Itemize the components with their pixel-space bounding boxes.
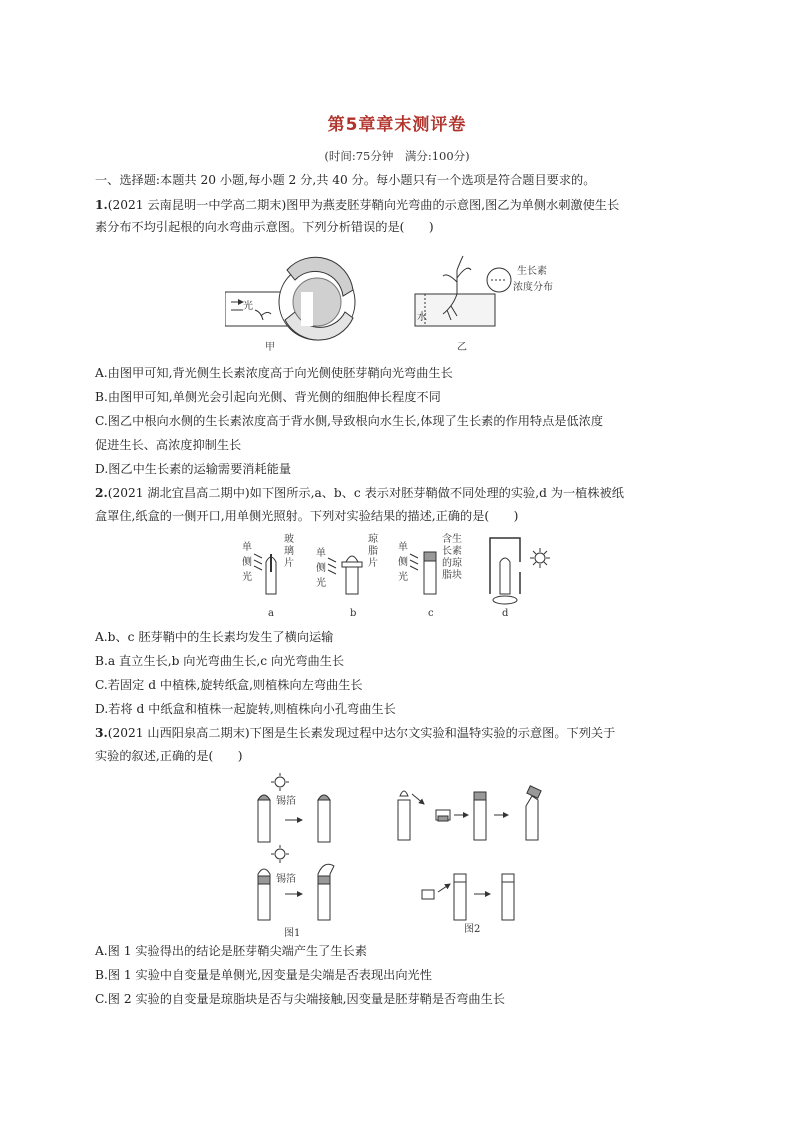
q1-figure [225,250,555,359]
fig2-row1 [398,786,541,840]
light-label: 光 [243,301,253,312]
q3-figure [240,770,560,944]
a-light-char-1: 单 [242,542,252,553]
exam-time-score: (时间:75分钟 满分:100分) [324,149,470,163]
fig1-row2 [258,845,334,920]
experiment-a [242,532,294,619]
q1-stem-line2: 素分布不均引起根的向水弯曲示意图。下列分析错误的是( ) [95,220,434,234]
experiment-d [490,538,550,619]
q3-figure-svg [240,770,560,940]
q2-figure-svg [240,532,560,624]
b-light-char-1: 单 [316,548,326,559]
section-instruction: 一、选择题:本题共 20 小题,每小题 2 分,共 40 分。每小题只有一个选项是符合题目要求的。 [95,173,596,187]
a-light-char-3: 光 [242,572,252,583]
q2-figure [240,532,560,628]
q2-stem-line1 [95,484,705,502]
fig2-label: 图2 [464,924,481,935]
q3-stem-line1 [95,724,705,742]
q1-stem-text: (2021 云南昆明一中学高二期末)图甲为燕麦胚芽鞘向光弯曲的示意图,图乙为单侧水刺激使生长 [107,198,620,212]
q1-option-b: B.由图甲可知,单侧光会引起向光侧、背光侧的细胞伸长程度不同 [95,390,441,404]
agar-block-char-1: 含生 [442,534,462,545]
q3-option-a: A.图 1 实验得出的结论是胚芽鞘尖端产生了生长素 [95,944,367,958]
experiment-c [398,532,463,619]
water-label: 水 [417,312,427,323]
glass-char-1: 玻 [284,534,294,545]
q2-number: 2. [95,486,108,500]
label-d: d [502,608,509,619]
q3-option-c: C.图 2 实验的自变量是琼脂块是否与尖端接触,因变量是胚芽鞘是否弯曲生长 [95,992,505,1006]
foil-label-1: 锡箔 [276,796,296,807]
q3-stem-line2: 实验的叙述,正确的是( ) [95,749,243,763]
b-light-char-2: 侧 [316,563,326,574]
label-b: b [350,608,357,619]
foil-label-2: 锡箔 [276,874,296,885]
agar-char-2: 脂 [368,546,378,557]
glass-char-2: 璃 [284,546,294,557]
agar-block-char-4: 脂块 [442,570,462,581]
q1-option-a: A.由图甲可知,背光侧生长素浓度高于向光侧使胚芽鞘向光弯曲生长 [95,366,453,380]
q1-option-c-line1: C.图乙中根向水侧的生长素浓度高于背水侧,导致根向水生长,体现了生长素的作用特点是低浓度 [95,414,604,428]
q1-option-c-line2: 促进生长、高浓度抑制生长 [95,438,242,452]
experiment-b [316,532,379,619]
page-title: 第5章章末测评卷 [327,115,467,135]
figure-jia [225,257,355,340]
q2-option-b: B.a 直立生长,b 向光弯曲生长,c 向光弯曲生长 [95,654,345,668]
figure-yi [415,256,511,326]
agar-char-1: 琼 [368,534,378,545]
b-light-char-3: 光 [316,578,326,589]
figure-label-yi: 乙 [457,342,467,353]
q2-stem-line2: 盒罩住,纸盒的一侧开口,用单侧光照射。下列对实验结果的描述,正确的是( ) [95,509,519,523]
fig2-row2 [422,874,514,920]
q2-option-c: C.若固定 d 中植株,旋转纸盒,则植株向左弯曲生长 [95,678,363,692]
fig1-label: 图1 [284,928,301,939]
q1-figure-svg [225,250,555,355]
q1-number: 1. [95,198,108,212]
label-a: a [268,608,274,619]
auxin-label-1: 生长素 [517,266,547,277]
q2-option-d: D.若将 d 中纸盒和植株一起旋转,则植株向小孔弯曲生长 [95,702,396,716]
figure-label-jia: 甲 [265,342,275,353]
agar-block-char-3: 的琼 [442,558,462,569]
fig1-row1 [258,773,330,842]
q1-option-d: D.图乙中生长素的运输需要消耗能量 [95,462,292,476]
label-c: c [428,608,434,619]
q2-stem-text: (2021 湖北宜昌高二期中)如下图所示,a、b、c 表示对胚芽鞘做不同处理的实验,d 为一植株被纸 [107,486,624,500]
agar-block-char-2: 长素 [442,546,462,557]
auxin-label-2: 浓度分布 [513,282,553,293]
c-light-char-1: 单 [398,542,408,553]
q2-option-a: A.b、c 胚芽鞘中的生长素均发生了横向运输 [95,630,334,644]
glass-char-3: 片 [284,558,294,569]
a-light-char-2: 侧 [242,557,252,568]
q3-stem-text: (2021 山西阳泉高二期末)下图是生长素发现过程中达尔文实验和温特实验的示意图。下列关于 [107,726,616,740]
c-light-char-2: 侧 [398,557,408,568]
q3-option-b: B.图 1 实验中自变量是单侧光,因变量是尖端是否表现出向光性 [95,968,432,982]
c-light-char-3: 光 [398,572,408,583]
agar-char-3: 片 [368,558,378,569]
q1-stem-line1 [95,196,705,214]
q3-number: 3. [95,726,108,740]
